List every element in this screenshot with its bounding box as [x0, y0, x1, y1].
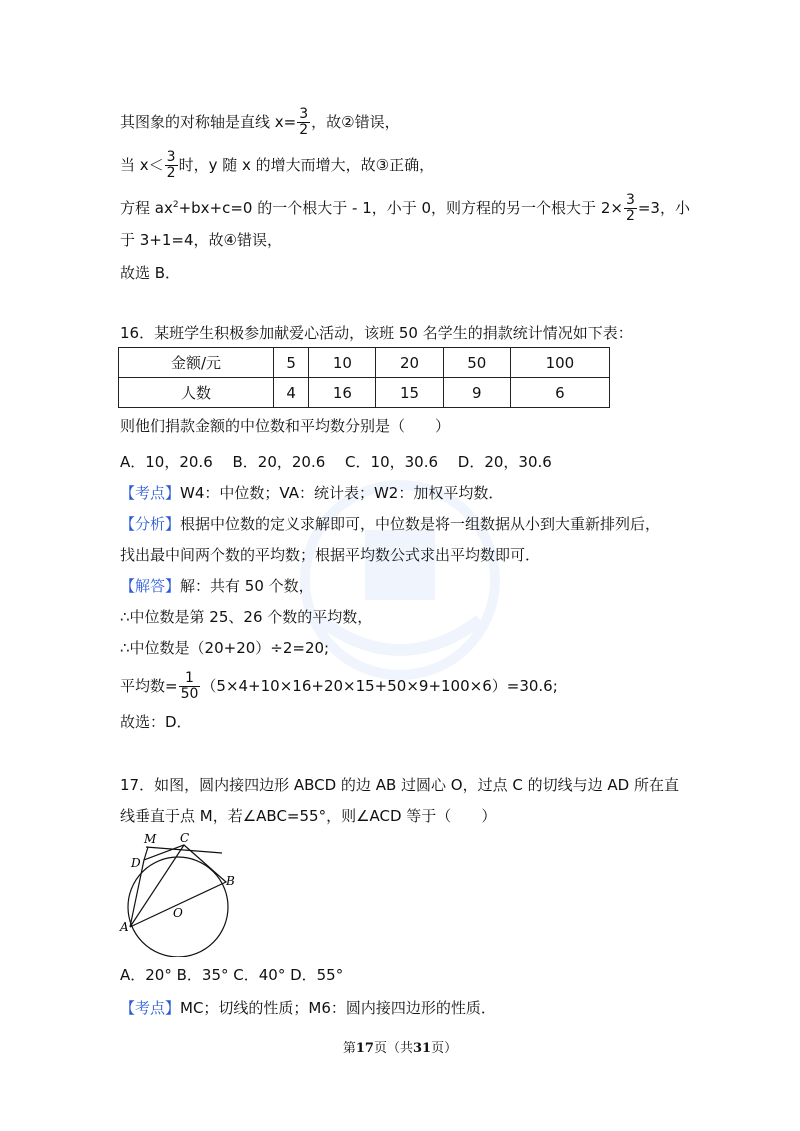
- solution-line-roots-cont: 于 3+1=4，故④错误，: [120, 231, 282, 249]
- label-b: B: [226, 874, 235, 888]
- table-cell: 人数: [119, 378, 274, 408]
- q16-options: A．10，20.6 B．20，20.6 C．10，30.6 D．20，30.6: [120, 453, 552, 471]
- q16-jieda: 【解答】解：共有 50 个数，: [120, 577, 314, 595]
- table-cell: 6: [510, 378, 609, 408]
- table-cell: 9: [443, 378, 510, 408]
- table-cell: 100: [510, 348, 609, 378]
- fraction-3-2: $\frac{3}{2}$: [625, 192, 635, 224]
- circle-quadrilateral-figure: [118, 827, 248, 957]
- table-cell: 5: [274, 348, 309, 378]
- label-d: D: [131, 856, 141, 870]
- page-footer: 第17页（共31页）: [342, 1041, 458, 1056]
- kaodian-tag: 【考点】: [120, 484, 181, 502]
- label-m: M: [144, 832, 157, 846]
- label-a: A: [120, 920, 129, 934]
- table-cell: 金额/元: [119, 348, 274, 378]
- label-o: O: [173, 906, 183, 920]
- table-cell: 50: [443, 348, 510, 378]
- q16-stem: 16．某班学生积极参加献爱心活动，该班 50 名学生的捐款统计情况如下表：: [120, 324, 633, 342]
- q16-fenxi: 【分析】根据中位数的定义求解即可，中位数是将一组数据从小到大重新排列后，: [120, 515, 661, 533]
- fenxi-tag: 【分析】: [120, 515, 181, 533]
- q16-jieda-median: ∴中位数是（20+20）÷2=20;: [120, 639, 330, 657]
- fraction-1-50: $\frac{1}{50}$: [180, 670, 199, 702]
- solution-line-axis: 其图象的对称轴是直线 x= $\frac{3}{2}$ ，故②错误，: [120, 106, 400, 138]
- table-cell: 4: [274, 378, 309, 408]
- q17-kaodian: 【考点】MC；切线的性质；M6：圆内接四边形的性质．: [120, 999, 496, 1017]
- solution-answer-b: 故选 B．: [120, 264, 181, 282]
- jieda-tag: 【解答】: [120, 577, 181, 595]
- kaodian-tag: 【考点】: [120, 999, 181, 1017]
- q16-jieda-average: 平均数= $\frac{1}{50}$ （5×4+10×16+20×15+50×9+100×6）=30.6;: [120, 670, 558, 702]
- table-cell: 15: [376, 378, 443, 408]
- q17-options: A．20° B．35° C．40° D．55°: [120, 966, 344, 984]
- q16-answer: 故选：D．: [120, 713, 192, 731]
- solution-line-roots: 方程 $ax^2+bx+c=0$ 的一个根大于 - 1，小于 0，则方程的另一个根大于 2× $\frac{3}{2}$ =3，小: [120, 192, 690, 224]
- q17-stem: 17．如图，圆内接四边形 ABCD 的边 AB 过圆心 O，过点 C 的切线与边 AD 所在直: [120, 776, 679, 794]
- fraction-3-2: $\frac{3}{2}$: [299, 106, 309, 138]
- q17-stem-cont: 线垂直于点 M，若∠ABC=55°，则∠ACD 等于（ ）: [120, 807, 497, 825]
- fraction-3-2: $\frac{3}{2}$: [166, 149, 176, 181]
- q16-jieda-median-position: ∴中位数是第 25、26 个数的平均数，: [120, 608, 373, 626]
- solution-line-increase: 当 x＜ $\frac{3}{2}$ 时，y 随 x 的增大而增大，故③正确，: [120, 149, 435, 181]
- q16-question: 则他们捐款金额的中位数和平均数分别是（ ）: [120, 417, 451, 435]
- q16-fenxi-cont: 找出最中间两个数的平均数；根据平均数公式求出平均数即可．: [120, 546, 541, 564]
- table-cell: 16: [309, 378, 376, 408]
- table-cell: 10: [309, 348, 376, 378]
- table-row: [119, 348, 610, 378]
- donation-table: [118, 347, 610, 408]
- label-c: C: [180, 831, 190, 845]
- table-cell: 20: [376, 348, 443, 378]
- table-row: [119, 378, 610, 408]
- q16-kaodian: 【考点】W4：中位数；VA：统计表；W2：加权平均数．: [120, 484, 504, 502]
